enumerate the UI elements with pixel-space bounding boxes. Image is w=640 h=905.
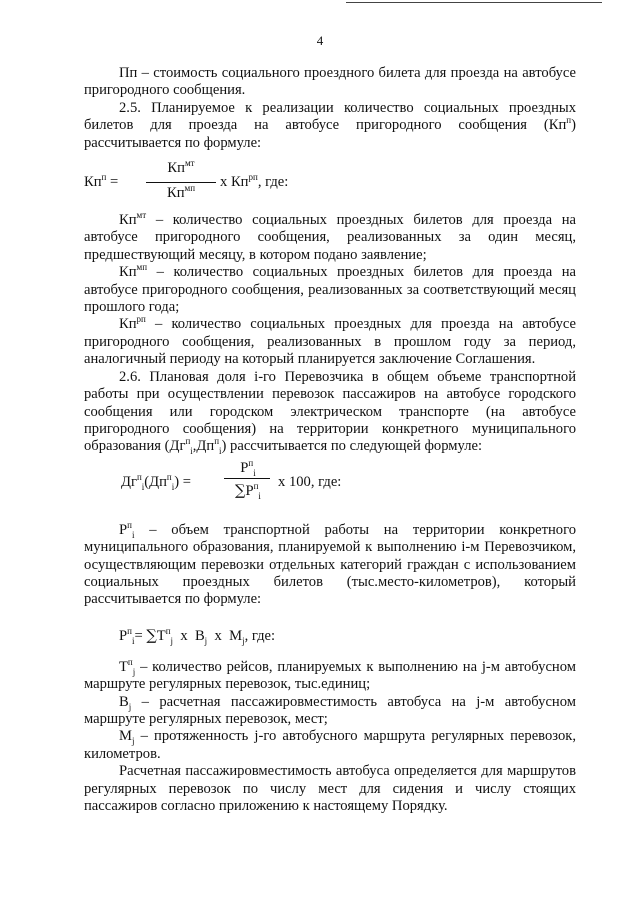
formula-denominator: $\sum P^п_i$ [235, 480, 261, 501]
definition-b: $B_j$ – расчетная пассажировместимость автобуса на j-м автобусном маршруте регулярных перевозок, мест; [84, 693, 576, 727]
document-body [84, 65, 576, 815]
page-number: 4 [316, 33, 324, 48]
formula-dg [84, 456, 576, 516]
paragraph-2-6: 2.6. Плановая доля i-го Перевозчика в общем объеме транспортной работы при осуществлении перевозок пассажиров на автобусе городского сообщения или городском электрическом транспорте (на автобусе пригородного сообщения) на территории конкретного муниципального образования $(Дг^п_i,Дп^п_i)$ рассчитывается по следующей формуле: [84, 368, 576, 457]
paragraph-2-5 [84, 100, 576, 152]
text: Пп – стоимость социального проездного билета для проезда на автобусе пригородного сообщения. [84, 65, 576, 99]
formula-tail: х $Кп^{рп}$, где: [220, 172, 289, 191]
definition-kp-mt: $Кп^{мт}$ – количество социальных проездных билетов для проезда на автобусе пригородного сообщения, реализованных за один месяц, предшествующий месяцу, в котором подано заявление; [84, 210, 576, 263]
text: 2.5. Планируемое к реализации количество социальных проездных билетов для проезда на автобусе пригородного сообщения (Кп [84, 99, 576, 134]
definition-kp-rp: $Кп^{рп}$ – количество социальных проездных для проезда на автобусе пригородного сообщения, реализованных в прошлом году за период, аналогичный периоду на который планируется заключение Соглашения. [84, 314, 576, 368]
definition-kp-mp: $Кп^{мп}$ – количество социальных проездных билетов для проезда на автобусе пригородного сообщения, реализованных за соответствующий месяц прошлого года; [84, 262, 576, 316]
formula-expression: $P^п_i= \sum T^п_j$ x $B_j$ x $M_j$, где: [119, 625, 276, 646]
formula-tail: х 100, где: [278, 473, 342, 490]
fraction-line [146, 182, 216, 183]
paragraph-pp [84, 65, 576, 100]
paragraph-capacity: Расчетная пассажировместимость автобуса определяется для маршрутов регулярных перевозок по числу мест для сидения и числу стоящих пассажиров согласно приложению к настоящему Порядку. [84, 763, 576, 814]
definition-p: $P^п_i$ – объем транспортной работы на территории конкретного муниципального образования, планируемой к выполнению i-м Перевозчиком, осуществляющим перевозки отдельных категорий граждан с использованием социальных проездных билетов (тыс.место-километров), который рассчитывается по формуле: [84, 519, 576, 608]
text: ) рассчитывается по формуле: [84, 117, 576, 151]
formula-denominator: $Кп^{мп}$ [166, 183, 196, 202]
formula-p [84, 609, 576, 653]
formula-numerator: $P^п_i$ [240, 457, 256, 478]
formula-lhs: $Кп^п$ = [84, 172, 119, 191]
formula-numerator: $Кп^{мт}$ [167, 158, 195, 177]
formula-kp [84, 152, 576, 206]
definition-t: $T^п_j$ – количество рейсов, планируемых к выполнению на j-м автобусном маршруте регулярных перевозок, тыс.единиц; [84, 656, 576, 693]
superscript: п [566, 115, 572, 126]
formula-lhs: $Дг^п_i(Дп^п_i)$ = [121, 471, 192, 492]
header-rule [346, 2, 602, 3]
definition-m: $M_j$ – протяженность j-го автобусного маршрута регулярных перевозок, километров. [84, 728, 576, 762]
fraction-line [224, 478, 270, 479]
